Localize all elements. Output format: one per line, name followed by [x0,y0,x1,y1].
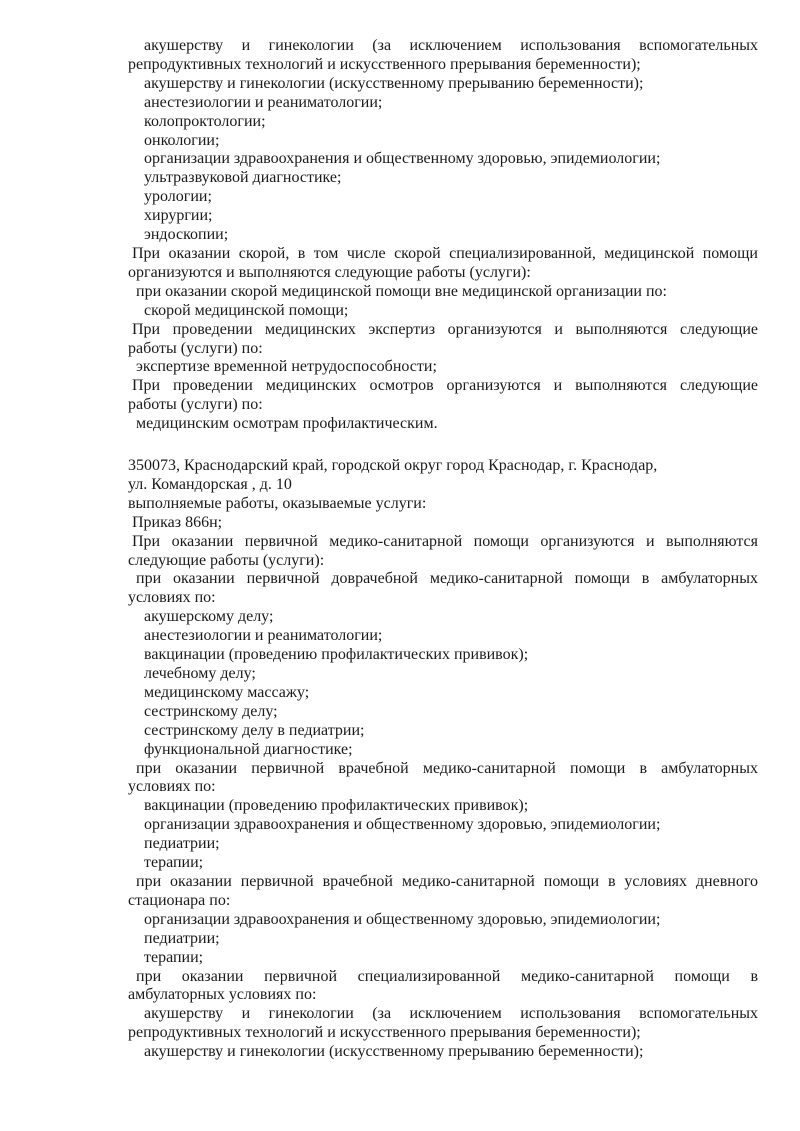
document-line: колопроктологии; [144,112,266,130]
document-line: условиях по: [128,589,216,607]
document-line: работы (услуги) по: [128,339,263,357]
document-line: анестезиологии и реаниматологии; [144,93,383,111]
document-line: организации здравоохранения и общественному здоровью, эпидемиологии; [144,910,661,928]
document-line: медицинскому массажу; [144,683,310,701]
document-line: организуются и выполняются следующие работы (услуги): [128,263,531,281]
document-line: скорой медицинской помощи; [144,301,349,319]
works-services-block [128,37,758,434]
document-line: хирургии; [144,207,213,225]
document-line: акушерскому делу; [144,608,274,626]
document-line: При проведении медицинских экспертиз организуются и выполняются следующие [132,320,758,338]
document-line: урологии; [144,188,212,206]
document-line: выполняемые работы, оказываемые услуги: [128,494,427,512]
document-line: лечебному делу; [144,665,256,682]
document-line: при оказании первичной специализированной медико-санитарной помощи в [136,967,758,985]
document-line: при оказании первичной врачебной медико-санитарной помощи в условиях дневного [136,872,758,890]
document-line: терапии; [144,854,204,872]
document-line: работы (услуги) по: [128,396,263,414]
document-line: стационара по: [128,891,231,909]
document-line: акушерству и гинекологии (искусственному прерыванию беременности); [144,1043,644,1061]
document-line: следующие работы (услуги): [128,551,325,569]
document-line: вакцинации (проведению профилактических прививок); [144,797,529,815]
document-line: сестринскому делу; [144,702,278,720]
document-line: при оказании первичной врачебной медико-санитарной помощи в амбулаторных [136,759,758,777]
document-line: условиях по: [128,778,216,796]
document-line: функциональной диагностике; [144,740,353,758]
document-line: акушерству и гинекологии (за исключением использования вспомогательных [144,1005,758,1023]
document-line: репродуктивных технологий и искусственного прерывания беременности); [128,55,641,73]
document-line: педиатрии; [144,835,220,853]
document-line: При оказании первичной медико-санитарной помощи организуются и выполняются [132,532,758,550]
document-line: При проведении медицинских осмотров организуются и выполняются следующие [132,377,758,395]
address-works-block [128,457,758,1062]
document-line: сестринскому делу в педиатрии; [144,721,365,739]
document-line: Приказ 866н; [132,513,223,531]
document-line: вакцинации (проведению профилактических прививок); [144,646,529,664]
document-line: акушерству и гинекологии (за исключением использования вспомогательных [144,37,758,54]
document-line: акушерству и гинекологии (искусственному прерыванию беременности); [144,74,644,92]
document-line: онкологии; [144,131,220,149]
document-line: при оказании первичной доврачебной медико-санитарной помощи в амбулаторных [136,570,758,588]
document-line: ультразвуковой диагностике; [144,169,342,187]
document-line: При оказании скорой, в том числе скорой специализированной, медицинской помощи [132,244,758,262]
document-line: терапии; [144,948,204,966]
document-line: при оказании скорой медицинской помощи вне медицинской организации по: [136,282,667,300]
document-line: амбулаторных условиях по: [128,986,317,1004]
document-line: экспертизе временной нетрудоспособности; [136,358,437,376]
document-line: ул. Командорская , д. 10 [128,475,292,493]
document-line: медицинским осмотрам профилактическим. [136,415,438,433]
document-line: анестезиологии и реаниматологии; [144,627,383,645]
document-line: репродуктивных технологий и искусственного прерывания беременности); [128,1024,641,1042]
document-line: педиатрии; [144,929,220,947]
document-line: организации здравоохранения и общественному здоровью, эпидемиологии; [144,816,661,834]
document-line: 350073, Краснодарский край, городской округ город Краснодар, г. Краснодар, [128,457,658,475]
document-line: организации здравоохранения и общественному здоровью, эпидемиологии; [144,150,661,168]
document-line: эндоскопии; [144,226,229,244]
